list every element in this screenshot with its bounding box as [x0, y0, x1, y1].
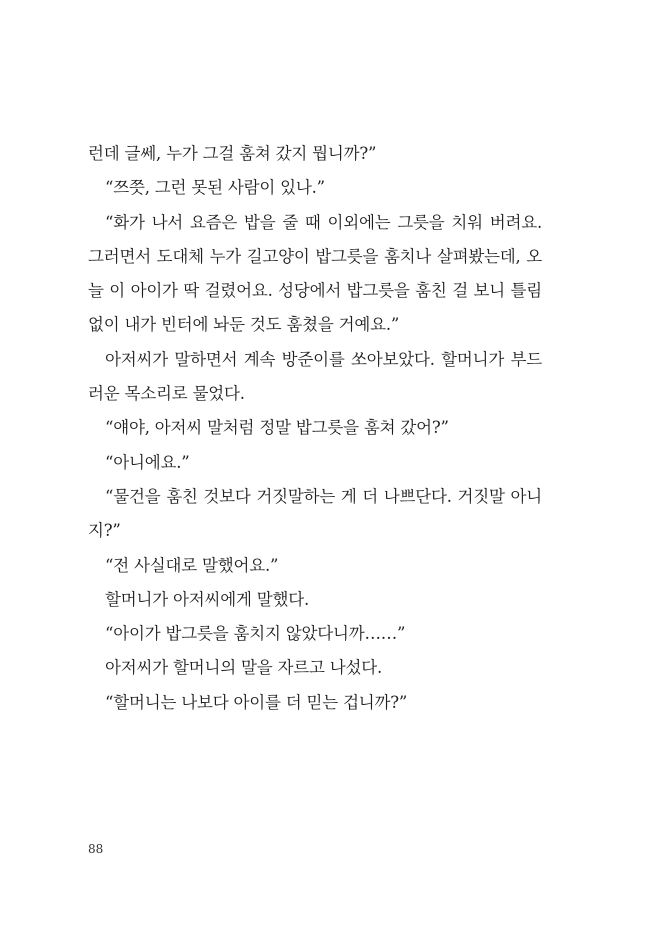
- text-line-8: 러운 목소리로 물었다.: [88, 384, 245, 404]
- text-line-2: “쯔쯧, 그런 못된 사람이 있나.”: [105, 178, 325, 198]
- text-line-6: 없이 내가 빈터에 놔둔 것도 훔쳤을 거예요.”: [88, 315, 400, 335]
- text-line-9: “얘야, 아저씨 말처럼 정말 밥그릇을 훔쳐 갔어?”: [105, 418, 449, 438]
- text-line-3: “화가 나서 요즘은 밥을 줄 때 이외에는 그릇을 치워 버려요.: [105, 212, 542, 232]
- page-number: 88: [88, 842, 104, 856]
- text-line-16: 아저씨가 할머니의 말을 자르고 나섰다.: [105, 658, 383, 678]
- text-line-4: 그러면서 도대체 누가 길고양이 밥그릇을 훔치나 살펴봤는데, 오: [88, 246, 542, 266]
- text-line-1: 런데 글쎄, 누가 그걸 훔쳐 갔지 뭡니까?”: [88, 144, 377, 163]
- text-line-14: 할머니가 아저씨에게 말했다.: [105, 589, 310, 609]
- text-line-5: 늘 이 아이가 딱 걸렸어요. 성당에서 밥그릇을 훔친 걸 보니 틀림: [88, 281, 542, 301]
- text-line-17: “할머니는 나보다 아이를 더 믿는 겁니까?”: [105, 692, 408, 712]
- text-line-12: 지?”: [88, 521, 121, 541]
- text-line-13: “전 사실대로 말했어요.”: [105, 555, 279, 575]
- text-line-10: “아니에요.”: [105, 452, 190, 472]
- text-line-15: “아이가 밥그릇을 훔치지 않았다니까……”: [105, 624, 406, 644]
- body-text: [88, 137, 542, 720]
- text-line-11: “물건을 훔친 것보다 거짓말하는 게 더 나쁘단다. 거짓말 아니: [105, 486, 542, 506]
- text-line-7: 아저씨가 말하면서 계속 방준이를 쏘아보았다. 할머니가 부드: [105, 349, 542, 369]
